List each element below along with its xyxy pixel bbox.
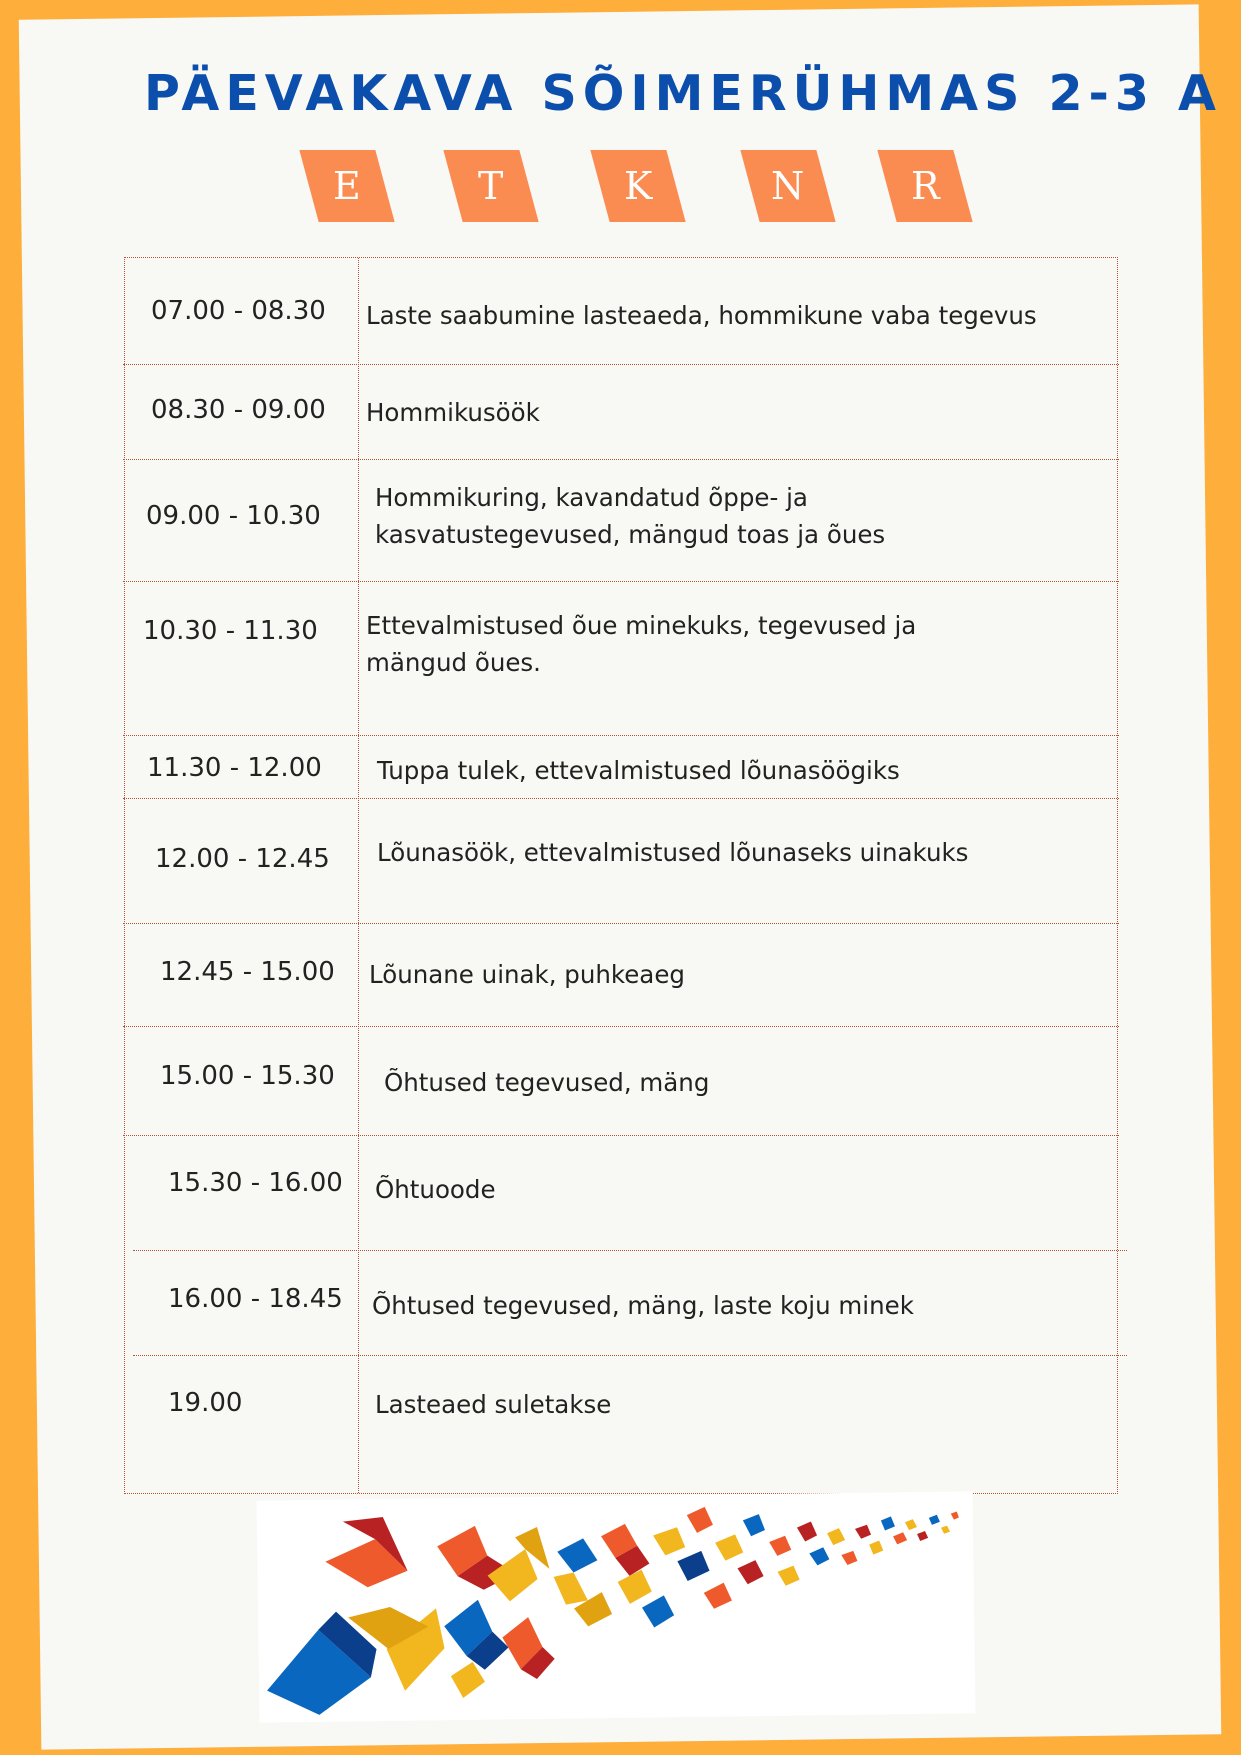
diamond-shape (743, 1514, 765, 1536)
diamond-shape (769, 1536, 791, 1556)
diamond-shape (687, 1507, 713, 1533)
day-tab-label: R (910, 164, 940, 208)
schedule-activity: Hommikusöök (366, 398, 540, 427)
diamond-shape (869, 1540, 883, 1554)
day-tab-label: E (333, 164, 361, 208)
schedule-activity: Õhtused tegevused, mäng (384, 1068, 710, 1097)
schedule-row (125, 1135, 1117, 1250)
diamond-shape (487, 1549, 538, 1602)
diamond-shape (451, 1662, 485, 1698)
diamond-shape (715, 1534, 743, 1560)
schedule-row (125, 1355, 1117, 1494)
diamond-shape (777, 1566, 799, 1586)
schedule-table (124, 257, 1118, 1494)
diamond-shape (941, 1526, 950, 1534)
schedule-time: 08.30 - 09.00 (151, 395, 326, 425)
schedule-time: 15.00 - 15.30 (160, 1061, 335, 1091)
diamond-shape (554, 1572, 588, 1604)
schedule-row (125, 923, 1117, 1026)
diamond-shape (677, 1551, 709, 1581)
schedule-row (125, 581, 1117, 735)
schedule-activity: Tuppa tulek, ettevalmistused lõunasöögiks (377, 756, 900, 785)
decorative-banner (257, 1491, 976, 1722)
diamond-shape (841, 1551, 857, 1565)
schedule-activity: Hommikuring, kavandatud õppe- ja kasvatustegevused, mängud toas ja õues (375, 483, 886, 549)
diamond-shape (797, 1521, 817, 1541)
schedule-time: 15.30 - 16.00 (168, 1168, 343, 1198)
diamond-shape (951, 1512, 959, 1520)
schedule-activity: Ettevalmistused õue minekuks, tegevused ja mängud õues. (366, 611, 917, 677)
day-tab-label: N (771, 164, 805, 208)
diamond-shape (642, 1595, 674, 1627)
schedule-time: 19.00 (168, 1388, 243, 1418)
schedule-activity: Lõunane uinak, puhkeaeg (369, 960, 685, 989)
schedule-activity: Õhtused tegevused, mäng, laste koju minek (372, 1291, 914, 1320)
diamond-shape (737, 1560, 763, 1584)
diamond-shape (704, 1582, 732, 1608)
diamond-shape (557, 1538, 597, 1573)
schedule-time: 11.30 - 12.00 (147, 753, 322, 783)
day-tab-label: T (478, 164, 504, 208)
schedule-time: 16.00 - 18.45 (168, 1284, 343, 1314)
schedule-time: 09.00 - 10.30 (146, 501, 321, 531)
schedule-activity: Laste saabumine lasteaeda, hommikune vaba tegevus (366, 301, 1037, 330)
schedule-time: 12.45 - 15.00 (160, 957, 335, 987)
day-tab-label: K (623, 164, 653, 208)
schedule-time: 10.30 - 11.30 (143, 616, 318, 646)
diamond-shape (929, 1515, 940, 1525)
schedule-row (125, 258, 1117, 364)
diamond-shape (905, 1519, 917, 1530)
schedule-row (125, 1250, 1117, 1355)
schedule-time: 12.00 - 12.45 (155, 844, 330, 874)
diamond-shape (917, 1531, 928, 1541)
schedule-activity: Õhtuoode (375, 1175, 496, 1204)
diamond-shape (893, 1532, 907, 1544)
schedule-row (125, 364, 1117, 459)
schedule-activity: Lasteaed suletakse (375, 1390, 612, 1419)
page-title: PÄEVAKAVA SÕIMERÜHMAS 2-3 A (144, 65, 1222, 122)
schedule-activity: Lõunasöök, ettevalmistused lõunaseks uinakuks (377, 838, 969, 867)
diamond-shape (653, 1527, 685, 1555)
schedule-row (125, 798, 1117, 923)
diamond-shape (855, 1525, 871, 1539)
diamond-shape (827, 1528, 845, 1545)
schedule-row (125, 735, 1117, 798)
flying-shapes-illustration (257, 1491, 976, 1722)
schedule-time: 07.00 - 08.30 (151, 296, 326, 326)
schedule-row (125, 459, 1117, 581)
diamond-shape (618, 1570, 652, 1604)
diamond-shape (881, 1516, 895, 1530)
diamond-shape (809, 1547, 829, 1565)
schedule-row (125, 1026, 1117, 1135)
